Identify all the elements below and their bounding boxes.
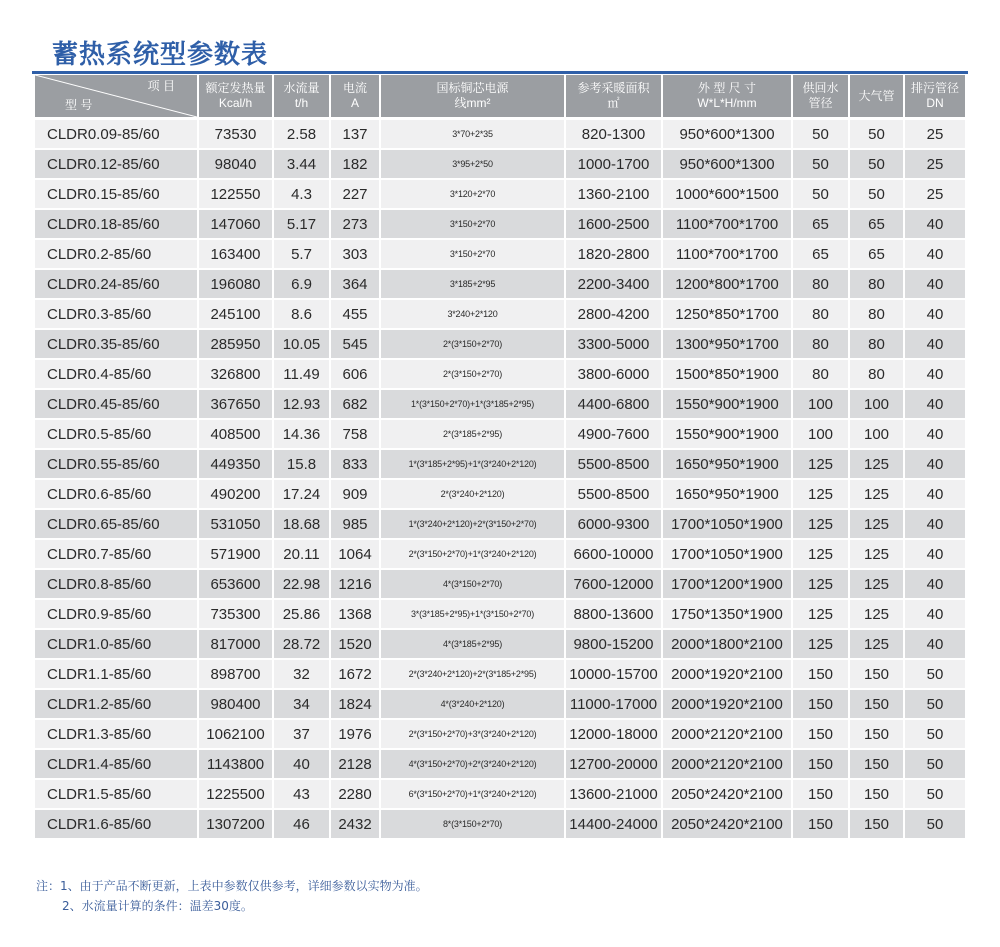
cell-model: CLDR1.0-85/60 [35,630,197,660]
table-row [35,480,965,510]
cell-supply: 150 [793,780,848,810]
cell-air: 150 [850,720,903,750]
table-row [35,360,965,390]
cell-current: 1064 [331,540,379,570]
cell-current: 909 [331,480,379,510]
cell-model: CLDR0.55-85/60 [35,450,197,480]
cell-cable: 2*(3*185+2*95) [381,420,564,450]
cell-flow: 6.9 [274,270,329,300]
cell-heat: 1062100 [199,720,272,750]
cell-size: 1550*900*1900 [663,390,791,420]
cell-size: 950*600*1300 [663,120,791,150]
header-row [35,75,965,120]
cell-drain: 40 [905,570,965,600]
cell-model: CLDR0.65-85/60 [35,510,197,540]
table-row [35,720,965,750]
notes [36,876,428,916]
cell-model: CLDR0.7-85/60 [35,540,197,570]
cell-flow: 5.17 [274,210,329,240]
table-row [35,810,965,840]
cell-size: 950*600*1300 [663,150,791,180]
cell-current: 1368 [331,600,379,630]
cell-supply: 125 [793,630,848,660]
cell-size: 1250*850*1700 [663,300,791,330]
cell-model: CLDR0.5-85/60 [35,420,197,450]
cell-drain: 40 [905,600,965,630]
cell-area: 6600-10000 [566,540,661,570]
cell-flow: 8.6 [274,300,329,330]
cell-area: 11000-17000 [566,690,661,720]
header-area: 参考采暖面积 ㎡ [566,75,661,120]
cell-size: 1700*1200*1900 [663,570,791,600]
cell-area: 4400-6800 [566,390,661,420]
table-row [35,540,965,570]
cell-air: 50 [850,150,903,180]
cell-cable: 3*150+2*70 [381,240,564,270]
cell-heat: 571900 [199,540,272,570]
cell-model: CLDR0.09-85/60 [35,120,197,150]
header-supply: 供回水 管径 [793,75,848,120]
cell-drain: 50 [905,690,965,720]
cell-area: 12000-18000 [566,720,661,750]
cell-current: 545 [331,330,379,360]
cell-heat: 980400 [199,690,272,720]
cell-drain: 40 [905,510,965,540]
cell-air: 100 [850,390,903,420]
cell-flow: 2.58 [274,120,329,150]
cell-heat: 1143800 [199,750,272,780]
cell-model: CLDR1.6-85/60 [35,810,197,840]
cell-cable: 3*150+2*70 [381,210,564,240]
cell-cable: 3*70+2*35 [381,120,564,150]
cell-area: 1000-1700 [566,150,661,180]
cell-current: 303 [331,240,379,270]
cell-supply: 125 [793,600,848,630]
cell-supply: 100 [793,420,848,450]
cell-cable: 2*(3*150+2*70) [381,330,564,360]
page-title: 蓄热系统型参数表 [52,40,269,70]
cell-current: 227 [331,180,379,210]
cell-air: 150 [850,660,903,690]
cell-current: 1976 [331,720,379,750]
cell-drain: 40 [905,300,965,330]
cell-flow: 32 [274,660,329,690]
cell-area: 3800-6000 [566,360,661,390]
cell-flow: 17.24 [274,480,329,510]
cell-heat: 1307200 [199,810,272,840]
table-row [35,420,965,450]
cell-area: 7600-12000 [566,570,661,600]
cell-cable: 6*(3*150+2*70)+1*(3*240+2*120) [381,780,564,810]
cell-size: 1000*600*1500 [663,180,791,210]
cell-model: CLDR0.6-85/60 [35,480,197,510]
cell-flow: 4.3 [274,180,329,210]
table-row [35,780,965,810]
cell-supply: 80 [793,270,848,300]
cell-supply: 125 [793,540,848,570]
cell-current: 606 [331,360,379,390]
cell-current: 182 [331,150,379,180]
cell-area: 10000-15700 [566,660,661,690]
cell-size: 2000*2120*2100 [663,750,791,780]
cell-model: CLDR0.8-85/60 [35,570,197,600]
table-row [35,600,965,630]
cell-area: 820-1300 [566,120,661,150]
cell-air: 65 [850,240,903,270]
cell-drain: 40 [905,630,965,660]
cell-size: 2000*1800*2100 [663,630,791,660]
cell-size: 2050*2420*2100 [663,810,791,840]
cell-drain: 40 [905,360,965,390]
cell-size: 1500*850*1900 [663,360,791,390]
cell-area: 1820-2800 [566,240,661,270]
cell-flow: 18.68 [274,510,329,540]
cell-area: 2200-3400 [566,270,661,300]
cell-model: CLDR0.18-85/60 [35,210,197,240]
cell-current: 833 [331,450,379,480]
cell-heat: 245100 [199,300,272,330]
cell-flow: 43 [274,780,329,810]
cell-drain: 50 [905,720,965,750]
cell-drain: 25 [905,150,965,180]
cell-supply: 80 [793,330,848,360]
cell-flow: 10.05 [274,330,329,360]
cell-supply: 150 [793,750,848,780]
cell-cable: 8*(3*150+2*70) [381,810,564,840]
cell-heat: 196080 [199,270,272,300]
cell-air: 150 [850,690,903,720]
table-body [35,120,965,840]
cell-flow: 15.8 [274,450,329,480]
cell-supply: 80 [793,360,848,390]
cell-cable: 2*(3*240+2*120)+2*(3*185+2*95) [381,660,564,690]
cell-size: 1200*800*1700 [663,270,791,300]
table-row [35,120,965,150]
cell-cable: 1*(3*240+2*120)+2*(3*150+2*70) [381,510,564,540]
cell-cable: 1*(3*150+2*70)+1*(3*185+2*95) [381,390,564,420]
cell-heat: 735300 [199,600,272,630]
title-rule [32,71,968,74]
cell-size: 1750*1350*1900 [663,600,791,630]
cell-heat: 490200 [199,480,272,510]
note-1: 注：1、由于产品不断更新，上表中参数仅供参考，详细参数以实物为准。 [36,879,428,893]
cell-current: 758 [331,420,379,450]
cell-drain: 40 [905,240,965,270]
cell-size: 2000*2120*2100 [663,720,791,750]
cell-size: 1100*700*1700 [663,210,791,240]
cell-area: 1360-2100 [566,180,661,210]
cell-air: 150 [850,780,903,810]
cell-area: 3300-5000 [566,330,661,360]
cell-air: 150 [850,750,903,780]
cell-current: 1824 [331,690,379,720]
cell-drain: 40 [905,420,965,450]
cell-current: 682 [331,390,379,420]
cell-size: 1700*1050*1900 [663,540,791,570]
cell-air: 80 [850,330,903,360]
cell-current: 985 [331,510,379,540]
cell-model: CLDR0.35-85/60 [35,330,197,360]
cell-supply: 65 [793,240,848,270]
table-row [35,690,965,720]
cell-area: 5500-8500 [566,480,661,510]
cell-air: 65 [850,210,903,240]
cell-model: CLDR1.2-85/60 [35,690,197,720]
cell-drain: 50 [905,660,965,690]
header-heat: 额定发热量 Kcal/h [199,75,272,120]
cell-current: 364 [331,270,379,300]
cell-air: 125 [850,600,903,630]
table-row [35,210,965,240]
cell-size: 2050*2420*2100 [663,780,791,810]
table-row [35,300,965,330]
cell-cable: 4*(3*150+2*70) [381,570,564,600]
cell-area: 6000-9300 [566,510,661,540]
cell-supply: 150 [793,660,848,690]
cell-area: 9800-15200 [566,630,661,660]
cell-air: 125 [850,570,903,600]
cell-cable: 1*(3*185+2*95)+1*(3*240+2*120) [381,450,564,480]
cell-model: CLDR1.1-85/60 [35,660,197,690]
cell-air: 50 [850,180,903,210]
header-air: 大气管 [850,75,903,120]
cell-supply: 80 [793,300,848,330]
cell-flow: 37 [274,720,329,750]
cell-drain: 40 [905,480,965,510]
table-row [35,750,965,780]
cell-size: 1650*950*1900 [663,480,791,510]
cell-air: 125 [850,450,903,480]
cell-cable: 2*(3*150+2*70) [381,360,564,390]
cell-area: 12700-20000 [566,750,661,780]
cell-flow: 40 [274,750,329,780]
table-row [35,450,965,480]
cell-drain: 50 [905,750,965,780]
cell-model: CLDR0.45-85/60 [35,390,197,420]
cell-cable: 2*(3*240+2*120) [381,480,564,510]
table-row [35,630,965,660]
table-row [35,510,965,540]
header-cable: 国标铜芯电源 线mm² [381,75,564,120]
cell-drain: 40 [905,450,965,480]
cell-supply: 125 [793,450,848,480]
cell-heat: 98040 [199,150,272,180]
cell-flow: 20.11 [274,540,329,570]
cell-cable: 3*185+2*95 [381,270,564,300]
cell-air: 125 [850,480,903,510]
cell-supply: 100 [793,390,848,420]
header-corner-model: 型 号 [65,98,93,112]
cell-drain: 40 [905,330,965,360]
cell-air: 100 [850,420,903,450]
cell-flow: 11.49 [274,360,329,390]
header-corner-item: 项 目 [147,79,175,93]
cell-area: 8800-13600 [566,600,661,630]
header-drain: 排污管径 DN [905,75,965,120]
cell-model: CLDR0.3-85/60 [35,300,197,330]
cell-heat: 898700 [199,660,272,690]
header-size: 外 型 尺 寸 W*L*H/mm [663,75,791,120]
cell-flow: 14.36 [274,420,329,450]
cell-model: CLDR1.4-85/60 [35,750,197,780]
cell-current: 137 [331,120,379,150]
cell-model: CLDR0.15-85/60 [35,180,197,210]
cell-model: CLDR1.3-85/60 [35,720,197,750]
cell-area: 13600-21000 [566,780,661,810]
cell-supply: 150 [793,810,848,840]
cell-model: CLDR0.9-85/60 [35,600,197,630]
table-row [35,180,965,210]
cell-cable: 4*(3*240+2*120) [381,690,564,720]
header-flow: 水流量 t/h [274,75,329,120]
header-corner [35,75,197,120]
cell-supply: 50 [793,180,848,210]
cell-flow: 34 [274,690,329,720]
cell-air: 80 [850,270,903,300]
cell-drain: 50 [905,810,965,840]
cell-air: 50 [850,120,903,150]
cell-area: 1600-2500 [566,210,661,240]
cell-heat: 285950 [199,330,272,360]
cell-flow: 5.7 [274,240,329,270]
cell-drain: 25 [905,120,965,150]
cell-area: 5500-8500 [566,450,661,480]
cell-current: 455 [331,300,379,330]
cell-drain: 25 [905,180,965,210]
table-row [35,240,965,270]
cell-area: 14400-24000 [566,810,661,840]
cell-heat: 73530 [199,120,272,150]
spec-table [33,75,967,840]
cell-model: CLDR0.12-85/60 [35,150,197,180]
cell-drain: 50 [905,780,965,810]
cell-flow: 28.72 [274,630,329,660]
table-row [35,330,965,360]
cell-drain: 40 [905,210,965,240]
cell-heat: 653600 [199,570,272,600]
cell-size: 1100*700*1700 [663,240,791,270]
cell-size: 2000*1920*2100 [663,690,791,720]
cell-model: CLDR0.4-85/60 [35,360,197,390]
cell-air: 125 [850,540,903,570]
cell-heat: 1225500 [199,780,272,810]
cell-supply: 50 [793,120,848,150]
cell-heat: 147060 [199,210,272,240]
table-row [35,660,965,690]
table-row [35,270,965,300]
cell-current: 273 [331,210,379,240]
cell-current: 1216 [331,570,379,600]
cell-drain: 40 [905,270,965,300]
cell-air: 80 [850,300,903,330]
cell-flow: 3.44 [274,150,329,180]
note-2: 2、水流量计算的条件：温差30度。 [62,899,253,913]
cell-size: 1700*1050*1900 [663,510,791,540]
cell-cable: 3*120+2*70 [381,180,564,210]
cell-size: 2000*1920*2100 [663,660,791,690]
cell-heat: 122550 [199,180,272,210]
cell-size: 1300*950*1700 [663,330,791,360]
cell-heat: 326800 [199,360,272,390]
cell-cable: 3*95+2*50 [381,150,564,180]
cell-air: 125 [850,510,903,540]
cell-supply: 125 [793,480,848,510]
cell-flow: 12.93 [274,390,329,420]
cell-flow: 46 [274,810,329,840]
cell-drain: 40 [905,540,965,570]
cell-air: 150 [850,810,903,840]
cell-cable: 2*(3*150+2*70)+1*(3*240+2*120) [381,540,564,570]
cell-current: 2432 [331,810,379,840]
cell-cable: 4*(3*185+2*95) [381,630,564,660]
cell-air: 80 [850,360,903,390]
table-row [35,390,965,420]
cell-supply: 150 [793,690,848,720]
cell-air: 125 [850,630,903,660]
cell-heat: 408500 [199,420,272,450]
cell-cable: 4*(3*150+2*70)+2*(3*240+2*120) [381,750,564,780]
cell-size: 1650*950*1900 [663,450,791,480]
cell-current: 2280 [331,780,379,810]
cell-cable: 2*(3*150+2*70)+3*(3*240+2*120) [381,720,564,750]
cell-supply: 125 [793,570,848,600]
cell-size: 1550*900*1900 [663,420,791,450]
cell-supply: 150 [793,720,848,750]
cell-supply: 50 [793,150,848,180]
cell-current: 1672 [331,660,379,690]
cell-area: 2800-4200 [566,300,661,330]
cell-model: CLDR0.24-85/60 [35,270,197,300]
cell-model: CLDR0.2-85/60 [35,240,197,270]
cell-cable: 3*240+2*120 [381,300,564,330]
cell-flow: 22.98 [274,570,329,600]
cell-supply: 65 [793,210,848,240]
cell-current: 2128 [331,750,379,780]
cell-heat: 449350 [199,450,272,480]
cell-heat: 531050 [199,510,272,540]
cell-heat: 163400 [199,240,272,270]
cell-heat: 367650 [199,390,272,420]
cell-drain: 40 [905,390,965,420]
cell-flow: 25.86 [274,600,329,630]
table-row [35,570,965,600]
cell-current: 1520 [331,630,379,660]
header-current: 电流 A [331,75,379,120]
cell-cable: 3*(3*185+2*95)+1*(3*150+2*70) [381,600,564,630]
cell-model: CLDR1.5-85/60 [35,780,197,810]
cell-area: 4900-7600 [566,420,661,450]
table-row [35,150,965,180]
cell-supply: 125 [793,510,848,540]
cell-heat: 817000 [199,630,272,660]
